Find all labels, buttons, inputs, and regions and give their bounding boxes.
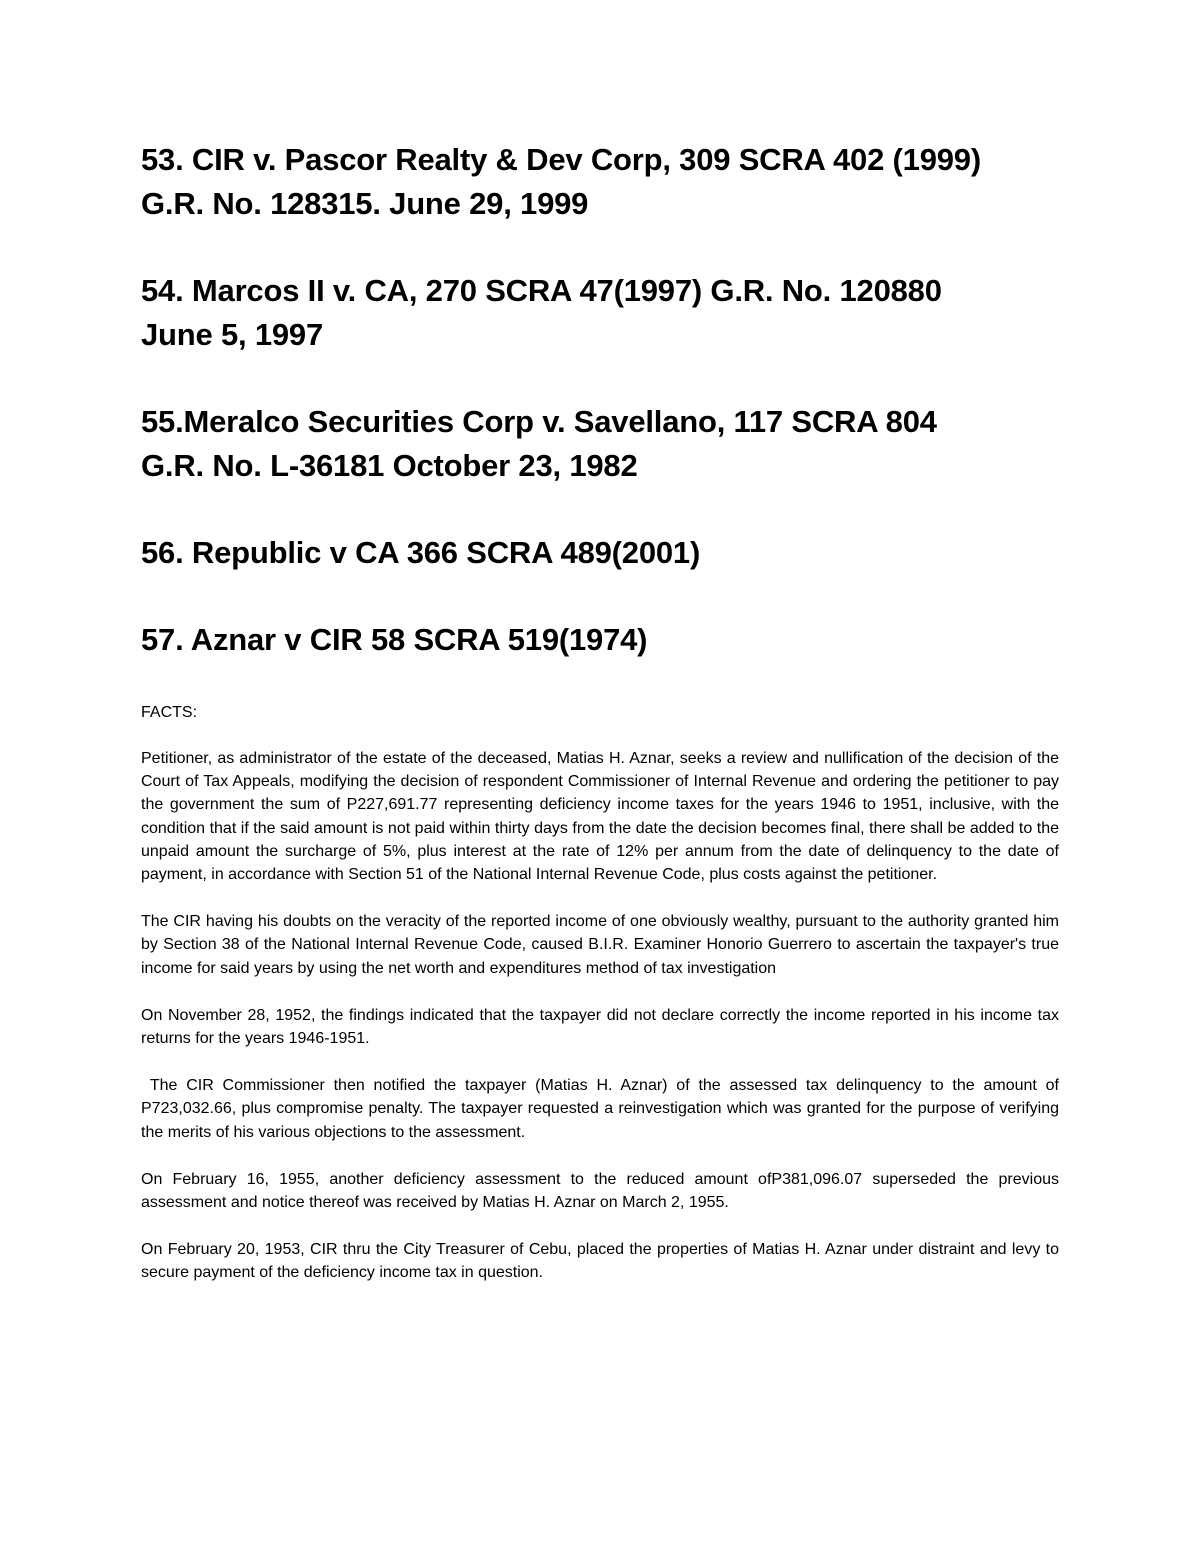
case-heading-55: [141, 400, 1059, 488]
case-heading-line-1: 53. CIR v. Pascor Realty & Dev Corp, 309 SCRA 402 (1999): [141, 142, 981, 177]
document-page: [141, 138, 1064, 1309]
facts-paragraph: On February 16, 1955, another deficiency assessment to the reduced amount ofP381,096.07 superseded the previous assessment and notice thereof was received by Matias H. Aznar on March 2, 1955.: [141, 1170, 1059, 1212]
facts-paragraph: On February 20, 1953, CIR thru the City Treasurer of Cebu, placed the properties of Matias H. Aznar under distraint and levy to secure payment of the deficiency income tax in question.: [141, 1241, 1059, 1282]
facts-paragraph: The CIR Commissioner then notified the taxpayer (Matias H. Aznar) of the assessed tax delinquency to the amount of P723,032.66, plus compromise penalty. The taxpayer requested a reinvestigation which was granted for the purpose of verifying the merits of his various objections to the assessment.: [141, 1077, 1064, 1141]
case-heading-line-2: G.R. No. L-36181 October 23, 1982: [141, 448, 638, 483]
facts-label: FACTS:: [141, 704, 198, 721]
case-heading-line-2: June 5, 1997: [141, 317, 323, 352]
case-heading-56: [141, 531, 1059, 575]
case-heading-line-1: 54. Marcos II v. CA, 270 SCRA 47(1997) G.R. No. 120880: [141, 273, 942, 308]
case-heading-line-1: 55.Meralco Securities Corp v. Savellano, 117 SCRA 804: [141, 404, 937, 439]
case-heading-line-2: G.R. No. 128315. June 29, 1999: [141, 186, 589, 221]
case-heading-53: [141, 138, 1059, 226]
case-heading-57: [141, 618, 1059, 662]
case-heading-54: [141, 269, 1059, 357]
case-heading-line-1: 56. Republic v CA 366 SCRA 489(2001): [141, 535, 701, 570]
facts-paragraph: Petitioner, as administrator of the estate of the deceased, Matias H. Aznar, seeks a review and nullification of the decision of the Court of Tax Appeals, modifying the decision of respondent Commissioner of Internal Revenue and ordering the petitioner to pay the government the sum of P227,691.77 representing deficiency income taxes for the years 1946 to 1951, inclusive, with the condition that if the said amount is not paid within thirty days from the date the decision becomes final, there shall be added to the unpaid amount the surcharge of 5%, plus interest at the rate of 12% per annum from the date of delinquency to the date of payment, in accordance with Section 51 of the National Internal Revenue Code, plus costs against the petitioner.: [141, 750, 1059, 884]
case-heading-line-1: 57. Aznar v CIR 58 SCRA 519(1974): [141, 622, 648, 657]
facts-paragraph: The CIR having his doubts on the veracity of the reported income of one obviously wealthy, pursuant to the authority granted him by Section 38 of the National Internal Revenue Code, caused B.I.R. Examiner Honorio Guerrero to ascertain the taxpayer's true income for said years by using the net worth and expenditures method of tax investigation: [141, 913, 1059, 977]
facts-paragraph: On November 28, 1952, the findings indicated that the taxpayer did not declare correctly the income reported in his income tax returns for the years 1946-1951.: [141, 1006, 1059, 1048]
